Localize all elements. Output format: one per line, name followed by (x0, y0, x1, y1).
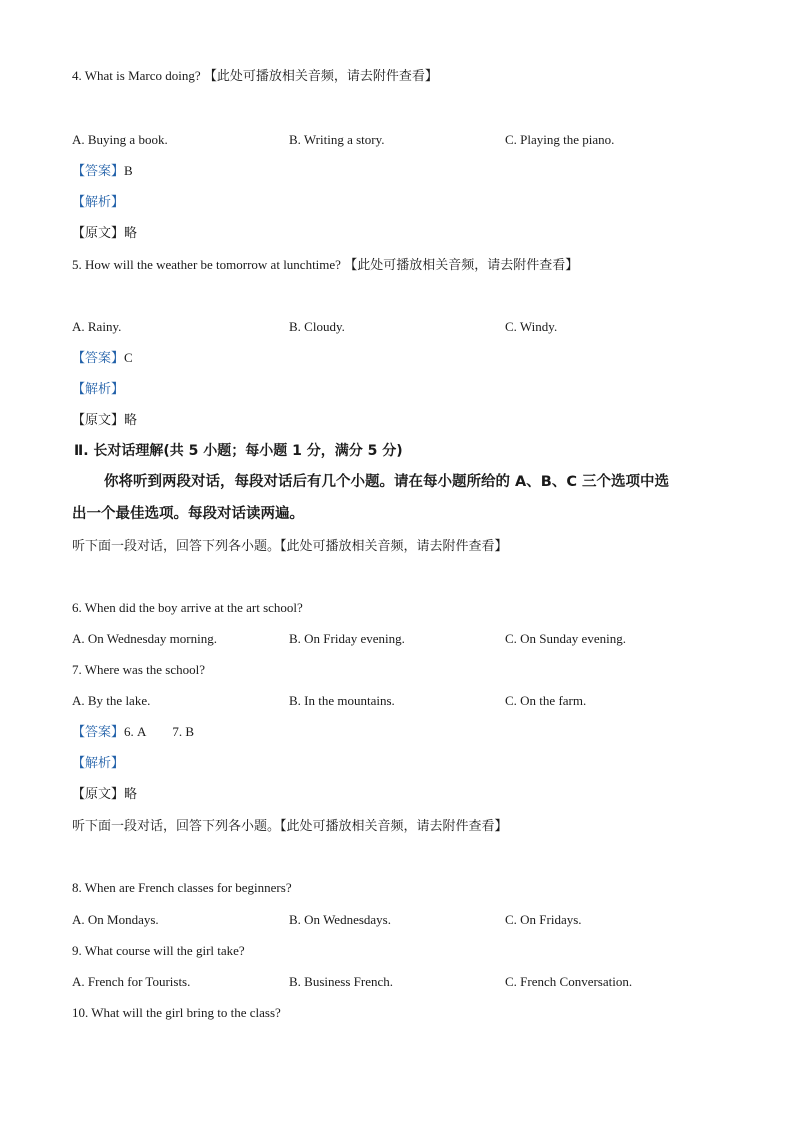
original-row-6-7 (72, 786, 137, 802)
option-9a: A. French for Tourists. (72, 974, 191, 989)
answer-tag: 【答案】 (72, 350, 125, 365)
option-9b: B. Business French. (289, 974, 393, 989)
answer-value: B (124, 163, 133, 178)
option-6b: B. On Friday evening. (289, 631, 405, 646)
answer-row-5 (72, 350, 133, 366)
section-title: Ⅱ. 长对话理解(共 5 小题；每小题 1 分，满分 5 分) (74, 443, 403, 459)
original-tag: 【原文】 (72, 225, 125, 240)
dialogue-prompt-2: 听下面一段对话，回答下列各小题。【此处可播放相关音频，请去附件查看】 (72, 818, 508, 833)
option-5a: A. Rainy. (72, 319, 122, 334)
section-instruction-1: 你将听到两段对话，每段对话后有几个小题。请在每小题所给的 A、B、C 三个选项中选 (104, 474, 670, 490)
answer-tag: 【答案】 (72, 724, 125, 739)
analysis-tag: 【解析】 (72, 755, 125, 770)
analysis-tag: 【解析】 (72, 381, 125, 396)
dialogue-prompt-1: 听下面一段对话，回答下列各小题。【此处可播放相关音频，请去附件查看】 (72, 538, 508, 553)
answer-tag: 【答案】 (72, 163, 125, 178)
option-9c: C. French Conversation. (505, 974, 633, 989)
answer-value: C (124, 350, 133, 365)
answer-row-6-7 (72, 724, 194, 740)
option-5b: B. Cloudy. (289, 319, 345, 334)
question-5: 5. How will the weather be tomorrow at lunchtime? 【此处可播放相关音频，请去附件查看】 (72, 257, 579, 272)
option-4c: C. Playing the piano. (505, 132, 615, 147)
answer-value-6: 6. A (124, 724, 147, 739)
option-4b: B. Writing a story. (289, 132, 385, 147)
original-row-4 (72, 225, 137, 241)
option-8b: B. On Wednesdays. (289, 912, 391, 927)
option-6a: A. On Wednesday morning. (72, 631, 217, 646)
question-10: 10. What will the girl bring to the class? (72, 1005, 281, 1020)
answer-row-4 (72, 163, 133, 179)
original-tag: 【原文】 (72, 412, 125, 427)
analysis-tag: 【解析】 (72, 194, 125, 209)
question-4: 4. What is Marco doing? 【此处可播放相关音频，请去附件查看】 (72, 68, 438, 83)
section-instruction-2: 出一个最佳选项。每段对话读两遍。 (72, 506, 304, 522)
question-7: 7. Where was the school? (72, 662, 205, 677)
question-9: 9. What course will the girl take? (72, 943, 245, 958)
option-5c: C. Windy. (505, 319, 558, 334)
option-4a: A. Buying a book. (72, 132, 168, 147)
option-8a: A. On Mondays. (72, 912, 159, 927)
original-text: 略 (124, 225, 138, 240)
original-text: 略 (124, 786, 138, 801)
question-6: 6. When did the boy arrive at the art school? (72, 600, 303, 615)
option-8c: C. On Fridays. (505, 912, 582, 927)
original-row-5 (72, 412, 137, 428)
original-text: 略 (124, 412, 138, 427)
original-tag: 【原文】 (72, 786, 125, 801)
option-7c: C. On the farm. (505, 693, 587, 708)
option-7a: A. By the lake. (72, 693, 151, 708)
option-7b: B. In the mountains. (289, 693, 395, 708)
option-6c: C. On Sunday evening. (505, 631, 626, 646)
question-8: 8. When are French classes for beginners? (72, 880, 292, 895)
answer-value-7: 7. B (172, 724, 195, 739)
